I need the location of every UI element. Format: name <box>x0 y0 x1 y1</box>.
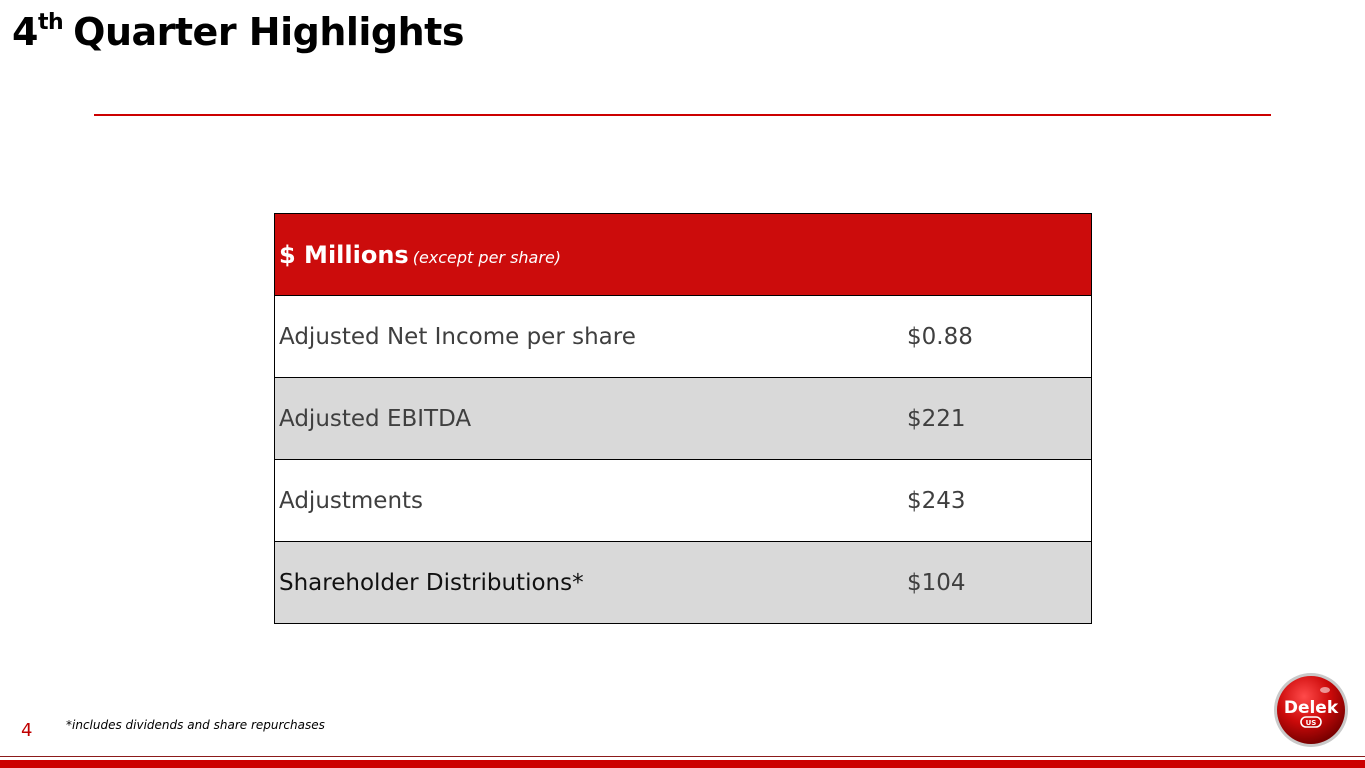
title-text: Quarter Highlights <box>73 10 464 54</box>
row-label: Adjusted EBITDA <box>279 405 472 432</box>
footer-rule <box>0 756 1365 757</box>
table-row <box>275 378 1091 460</box>
title-number: 4 <box>12 10 38 54</box>
title-divider <box>94 114 1271 116</box>
highlights-table <box>274 213 1092 624</box>
footnote: *includes dividends and share repurchases <box>66 718 325 732</box>
page-title <box>12 6 464 58</box>
delek-us-logo-icon <box>1273 672 1349 748</box>
row-label: Adjustments <box>279 487 424 514</box>
table-header-main: $ Millions <box>279 240 409 269</box>
title-ordinal-suffix: th <box>37 10 64 35</box>
row-value: $0.88 <box>907 323 973 350</box>
table-row <box>275 542 1091 624</box>
row-value: $104 <box>907 569 966 596</box>
table-header-row <box>275 214 1091 296</box>
footer-bar <box>0 760 1365 768</box>
logo-subtext: US <box>1305 719 1317 727</box>
table-header-sub: (except per share) <box>412 247 562 267</box>
table-row <box>275 296 1091 378</box>
logo-text: Delek <box>1283 698 1339 718</box>
row-label: Shareholder Distributions* <box>279 569 584 596</box>
row-value: $243 <box>907 487 966 514</box>
table-row <box>275 460 1091 542</box>
table-header-label <box>275 241 561 269</box>
row-label: Adjusted Net Income per share <box>279 323 636 350</box>
page-number: 4 <box>21 720 33 741</box>
row-value: $221 <box>907 405 966 432</box>
